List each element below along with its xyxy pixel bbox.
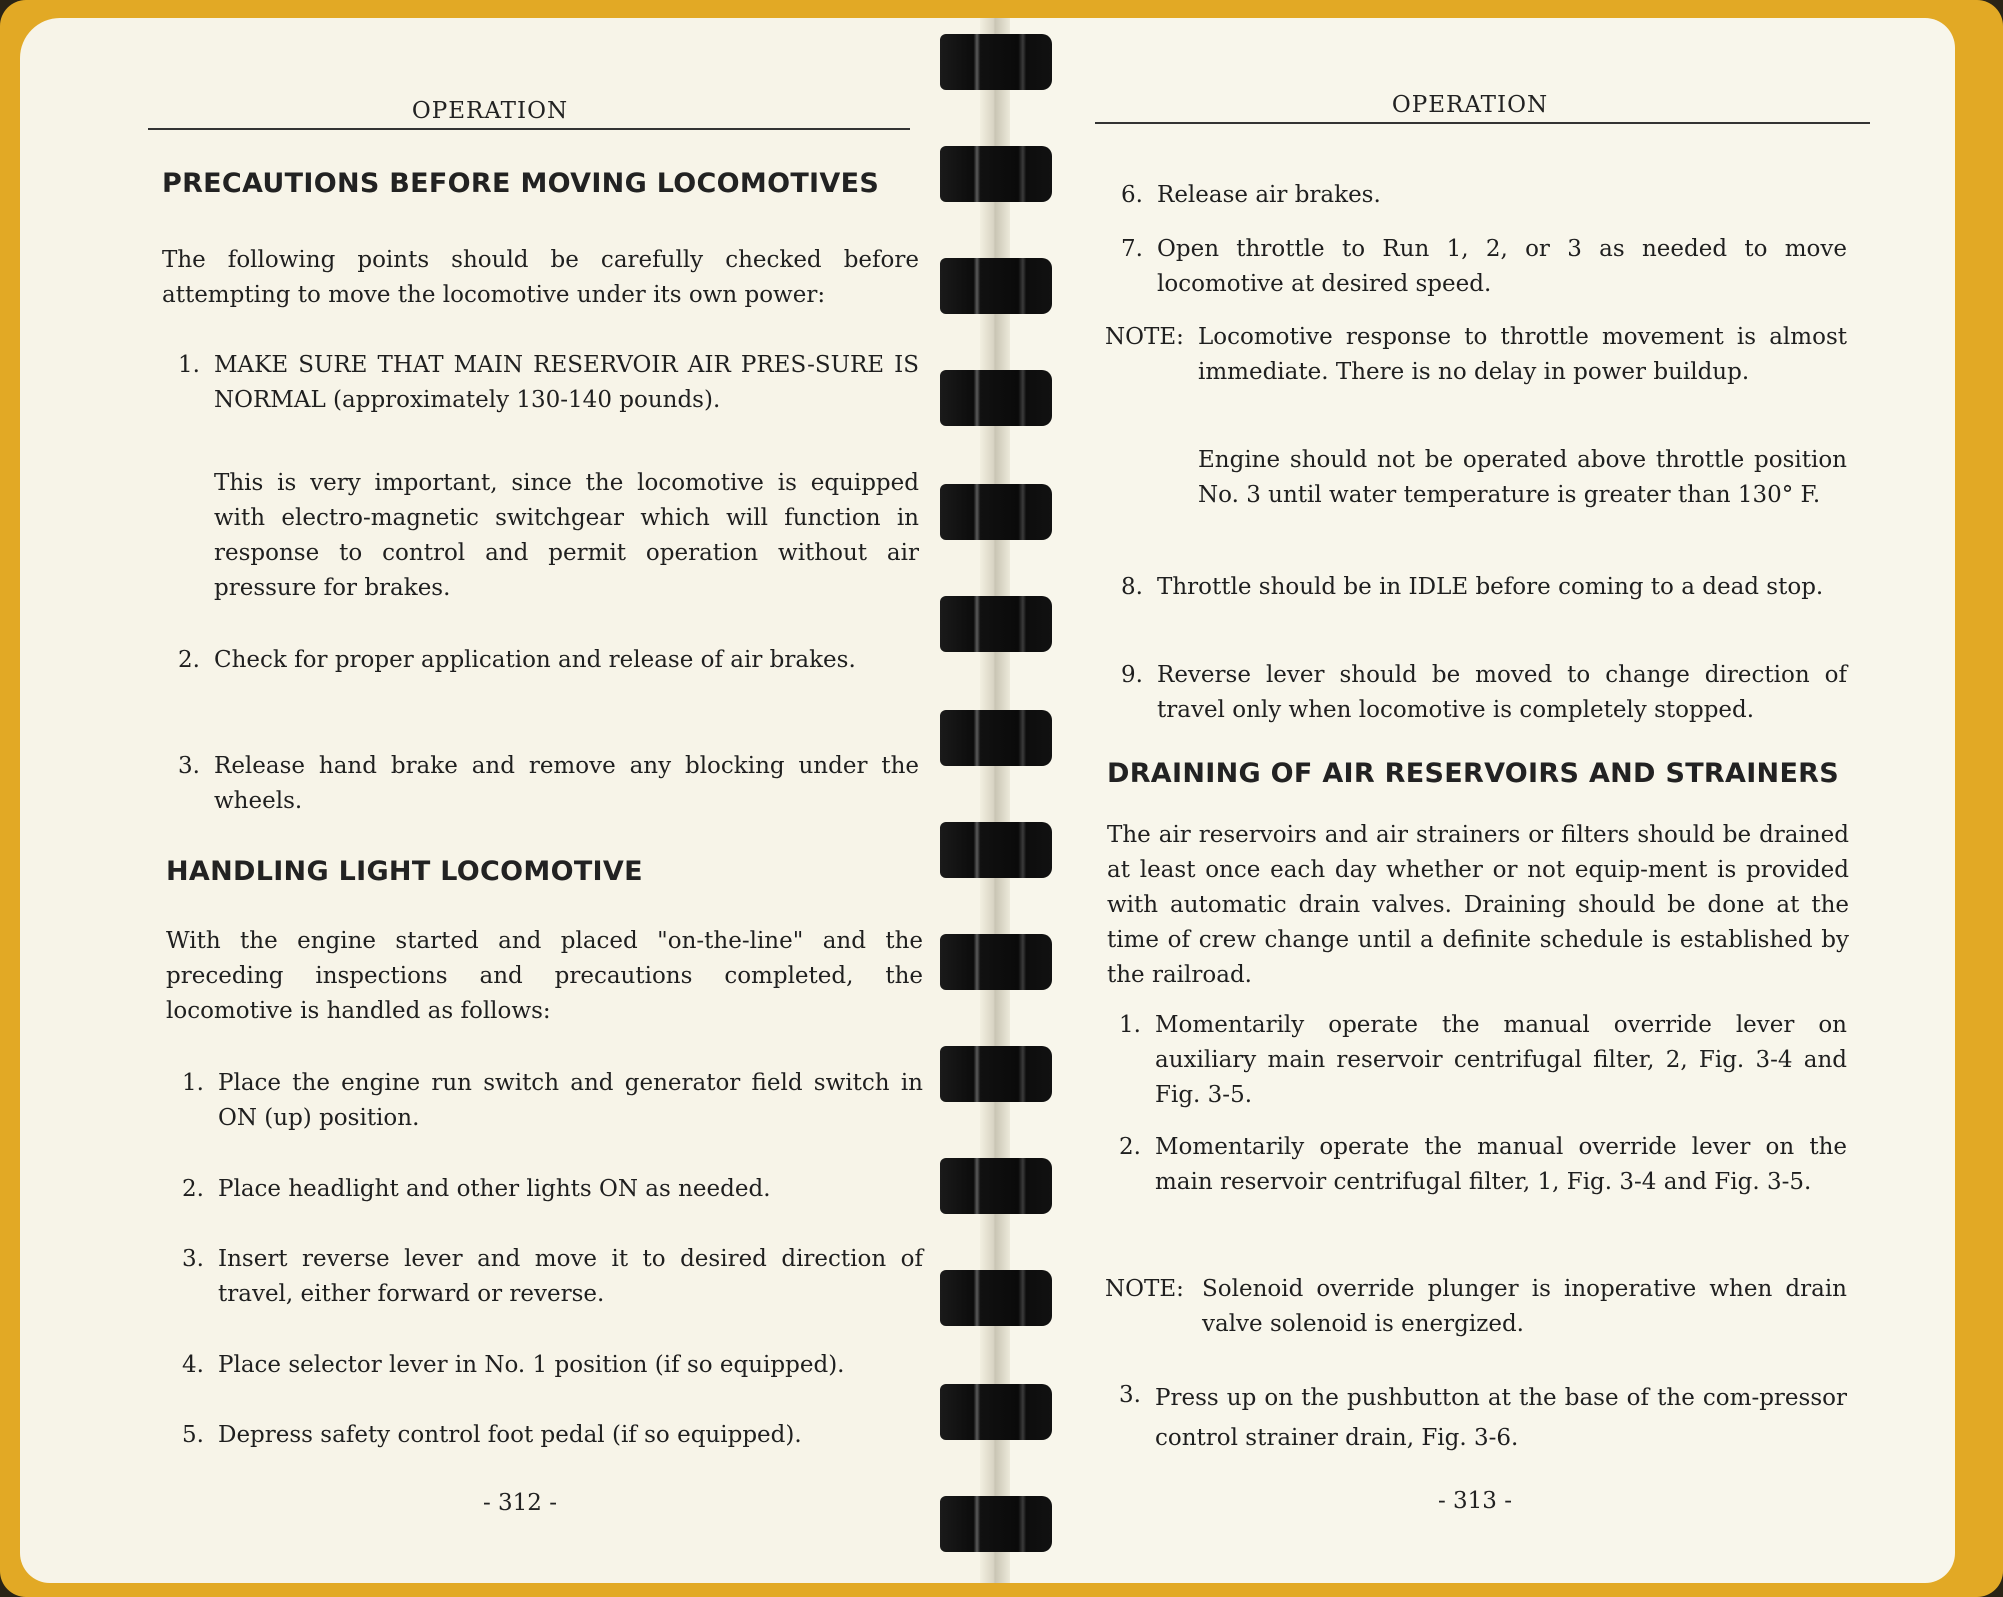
left-header-rule [148, 128, 910, 130]
item-text: Open throttle to Run 1, 2, or 3 as needed to move locomotive at desired speed. [1157, 236, 1847, 297]
item-number: 3. [178, 753, 200, 779]
binding-coil [940, 370, 1052, 426]
item-text: Place headlight and other lights ON as needed. [218, 1176, 771, 1202]
binding-coil [940, 1046, 1052, 1102]
list-item [182, 1348, 923, 1384]
binding-coil [940, 1270, 1052, 1326]
item-number: 1. [1119, 1012, 1141, 1038]
item-text: Insert reverse lever and move it to desired direction of travel, either forward or reverse. [218, 1246, 923, 1307]
precautions-intro: The following points should be carefully checked before attempting to move the locomotive under its own power: [162, 247, 919, 308]
item-number: 7. [1121, 236, 1143, 262]
note-throttle-response [1105, 320, 1847, 428]
item-number: 3. [1119, 1382, 1141, 1408]
note-text: Solenoid override plunger is inoperative when drain valve solenoid is energized. [1202, 1276, 1847, 1337]
right-page-header: OPERATION [1391, 92, 1549, 118]
list-item [182, 1242, 923, 1314]
item-number: 2. [1119, 1134, 1141, 1160]
section-heading-precautions: PRECAUTIONS BEFORE MOVING LOCOMOTIVES [162, 168, 880, 199]
list-item [182, 1172, 923, 1208]
note-label: NOTE: [1105, 1276, 1184, 1302]
list-item [178, 749, 919, 821]
handling-intro: With the engine started and placed "on-the-line" and the preceding inspections and precautions completed, the locomotive is handled as follows: [166, 928, 923, 1024]
list-item [1121, 178, 1847, 214]
right-header-rule [1095, 122, 1870, 124]
list-item [182, 1418, 923, 1454]
list-item [1121, 232, 1847, 304]
item-number: 3. [182, 1246, 204, 1272]
page-number-right: - 313 - [1437, 1488, 1513, 1514]
note-text: Locomotive response to throttle movement is almost immediate. There is no delay in power buildup. [1198, 324, 1847, 385]
list-item [1121, 658, 1847, 730]
binding-coil [940, 934, 1052, 990]
item-number: 2. [178, 647, 200, 673]
right-page [995, 18, 1955, 1583]
item-text: Press up on the pushbutton at the base of the com-pressor control strainer drain, Fig. 3-6. [1155, 1385, 1847, 1451]
item-number: 6. [1121, 182, 1143, 208]
item-text: This is very important, since the locomotive is equipped with electro-magnetic switchgear which will function in response to control and permit operation without air pressure for brakes. [214, 470, 919, 601]
note-label: NOTE: [1105, 324, 1184, 350]
item-text: Release air brakes. [1157, 182, 1381, 208]
list-item-continuation [178, 466, 919, 608]
note-solenoid [1105, 1272, 1847, 1344]
item-number: 9. [1121, 662, 1143, 688]
item-number: 2. [182, 1176, 204, 1202]
list-item [178, 348, 919, 420]
item-text: Place selector lever in No. 1 position (if so equipped). [218, 1352, 845, 1378]
binding-coil [940, 596, 1052, 652]
binding-coil [940, 484, 1052, 540]
item-number: 5. [182, 1422, 204, 1448]
list-item [178, 643, 919, 715]
item-text: Place the engine run switch and generator field switch in ON (up) position. [218, 1070, 923, 1131]
section-heading-draining: DRAINING OF AIR RESERVOIRS AND STRAINERS [1107, 758, 1840, 789]
list-item [1121, 570, 1847, 642]
binding-coil [940, 710, 1052, 766]
item-text: Momentarily operate the manual override lever on the main reservoir centrifugal filter, 1, Fig. 3-4 and Fig. 3-5. [1155, 1134, 1847, 1195]
item-number: 1. [182, 1070, 204, 1096]
item-number: 8. [1121, 574, 1143, 600]
binding-coil [940, 258, 1052, 314]
list-item [1119, 1130, 1847, 1238]
binding-coil [940, 1158, 1052, 1214]
item-text: Release hand brake and remove any blocking under the wheels. [214, 753, 919, 814]
item-text: Throttle should be in IDLE before coming to a dead stop. [1157, 574, 1824, 600]
draining-intro: The air reservoirs and air strainers or filters should be drained at least once each day whether or not equip-ment is provided with automatic drain valves. Draining should be done at the time of crew change until a definite schedule is established by the railroad. [1107, 822, 1849, 988]
list-item [1119, 1378, 1847, 1458]
note-water-temperature [1105, 443, 1847, 551]
binding-gutter [980, 18, 1010, 1583]
page-number-left: - 312 - [482, 1490, 558, 1516]
item-number: 4. [182, 1352, 204, 1378]
binding-coil [940, 34, 1052, 90]
list-item [1119, 1008, 1847, 1116]
section-heading-handling: HANDLING LIGHT LOCOMOTIVE [166, 856, 643, 887]
binding-coil [940, 146, 1052, 202]
list-item [182, 1066, 923, 1138]
note-text: Engine should not be operated above throttle position No. 3 until water temperature is greater than 130° F. [1198, 447, 1847, 508]
left-page-header: OPERATION [411, 98, 569, 124]
item-text: Reverse lever should be moved to change direction of travel only when locomotive is completely stopped. [1157, 662, 1847, 723]
binding-coil [940, 1384, 1052, 1440]
binding-coil [940, 1496, 1052, 1552]
item-number: 1. [178, 352, 200, 378]
item-text: MAKE SURE THAT MAIN RESERVOIR AIR PRES-SURE IS NORMAL (approximately 130-140 pounds). [214, 352, 919, 413]
item-text: Check for proper application and release of air brakes. [214, 647, 856, 673]
item-text: Depress safety control foot pedal (if so equipped). [218, 1422, 802, 1448]
binding-coil [940, 822, 1052, 878]
item-text: Momentarily operate the manual override lever on auxiliary main reservoir centrifugal filter, 2, Fig. 3-4 and Fig. 3-5. [1155, 1012, 1847, 1108]
left-page [20, 18, 995, 1583]
